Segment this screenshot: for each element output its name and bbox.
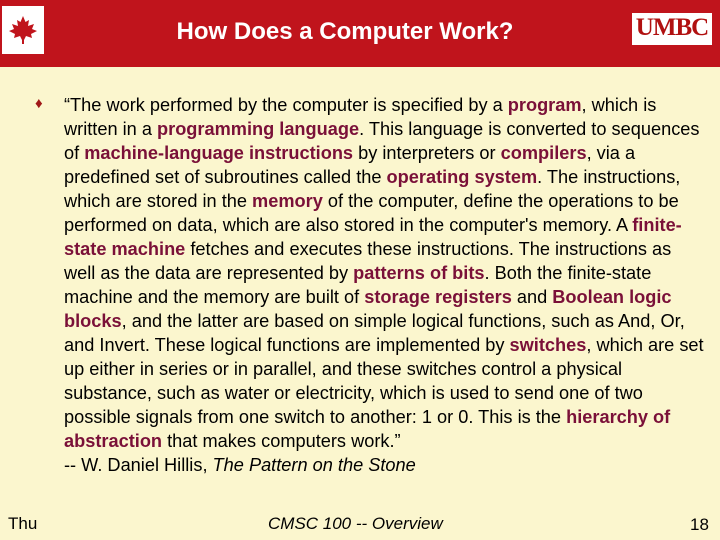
quote-segment: , which is written in a bbox=[64, 95, 657, 139]
footer-course: CMSC 100 -- Overview bbox=[268, 514, 443, 533]
umbc-logo bbox=[632, 13, 712, 45]
quote-segment: , via a predefined set of subroutines called the bbox=[64, 143, 636, 187]
quote-segment: , and the latter are based on simple logical functions, such as And, Or, and Invert. These logical functions are implemented by bbox=[64, 311, 685, 355]
slide-title: How Does a Computer Work? bbox=[176, 18, 514, 45]
quote-segment: by interpreters or bbox=[353, 143, 501, 163]
quote-text bbox=[64, 95, 704, 451]
keyword-term: finite-state machine bbox=[64, 215, 682, 259]
quote-segment: “The work performed by the computer is specified by a bbox=[64, 95, 508, 115]
keyword-term: Boolean logic blocks bbox=[64, 287, 672, 331]
keyword-term: hierarchy of abstraction bbox=[64, 407, 671, 451]
quote-segment: fetches and executes these instructions. The instructions as well as the data are represented by bbox=[64, 239, 672, 283]
keyword-term: storage registers bbox=[364, 287, 512, 307]
keyword-term: program bbox=[507, 95, 582, 115]
quote-segment: of the computer, define the operations to be performed on data, which are also stored in the computer's memory. A bbox=[64, 191, 679, 235]
quote-segment: . Both the finite-state machine and the memory are built of bbox=[64, 263, 652, 307]
attribution-author: -- W. Daniel Hillis, bbox=[64, 455, 213, 475]
umbc-logo-text: UMBC bbox=[635, 14, 709, 41]
page-number: 18 bbox=[690, 515, 709, 534]
quote-segment: . The instructions, which are stored in the bbox=[64, 167, 681, 211]
attribution-book: The Pattern on the Stone bbox=[212, 455, 416, 475]
quote-segment: that makes computers work.” bbox=[162, 431, 401, 451]
quote-paragraph bbox=[64, 93, 704, 477]
footer-day: Thu bbox=[8, 514, 38, 533]
quote-segment: . This language is converted to sequences of bbox=[64, 119, 700, 163]
attribution bbox=[64, 455, 416, 475]
quote-segment: and bbox=[511, 287, 553, 307]
title-bar bbox=[0, 0, 720, 67]
quote-block bbox=[35, 93, 705, 477]
bullet-icon: ♦ bbox=[35, 95, 43, 112]
keyword-term: memory bbox=[252, 191, 323, 211]
keyword-term: machine-language instructions bbox=[84, 143, 354, 163]
keyword-term: patterns of bits bbox=[353, 263, 485, 283]
keyword-term: compilers bbox=[500, 143, 587, 163]
keyword-term: operating system bbox=[386, 167, 538, 187]
keyword-term: programming language bbox=[157, 119, 360, 139]
quote-segment: , which are set up either in series or in parallel, and these switches control a physical substance, such as water or electricity, which is used to send one of two possible signals from one switch to another: 1 or 0. This is the bbox=[64, 335, 704, 427]
keyword-term: switches bbox=[509, 335, 587, 355]
